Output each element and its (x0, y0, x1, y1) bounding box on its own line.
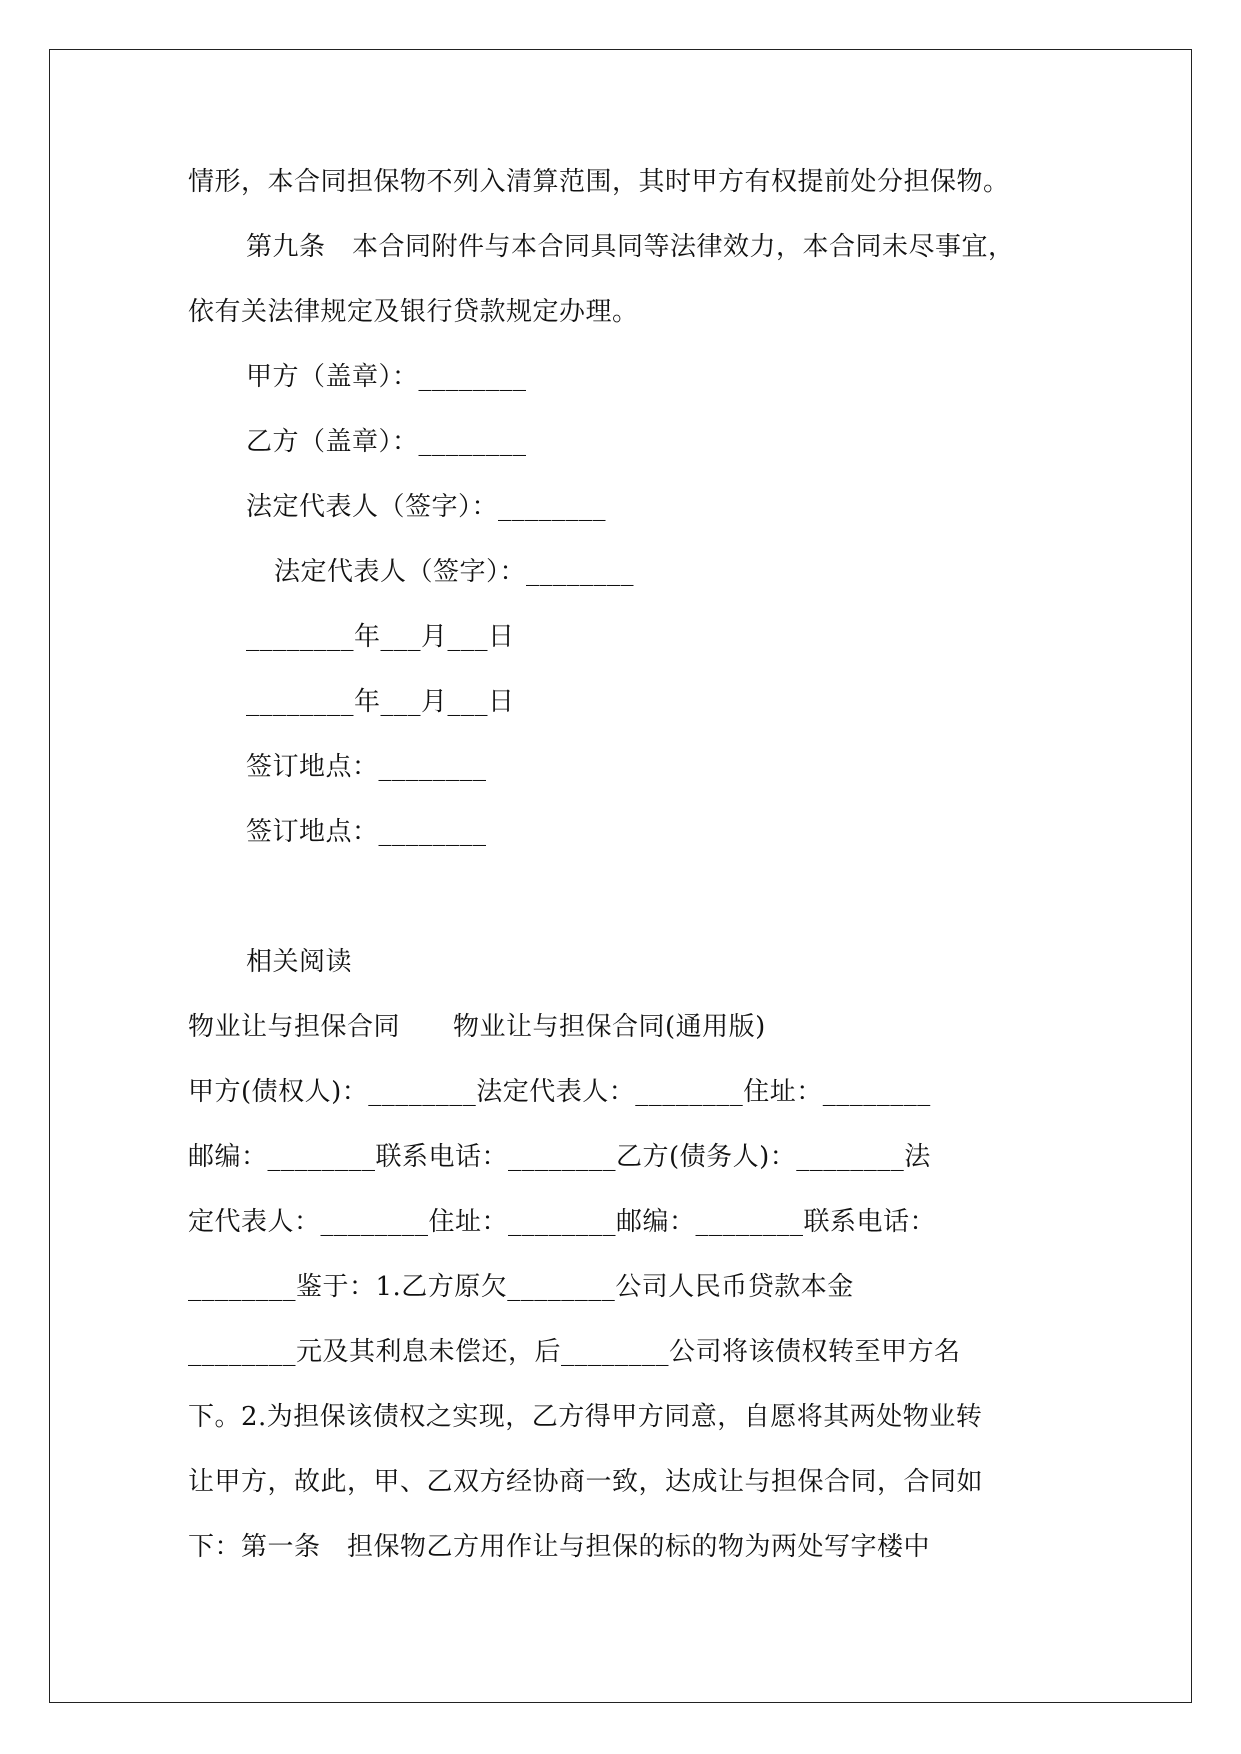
signing-place-line: 签订地点：________ (246, 752, 487, 782)
legal-rep-signature-line: 法定代表人（签字）：________ (274, 557, 635, 587)
text-line: 下。2.为担保该债权之实现，乙方得甲方同意，自愿将其两处物业转 (188, 1402, 983, 1432)
party-a-seal-line: 甲方（盖章）：________ (246, 362, 527, 392)
signing-place-line: 签订地点：________ (246, 817, 487, 847)
article-nine-line: 第九条 本合同附件与本合同具同等法律效力，本合同未尽事宜， (246, 232, 1015, 262)
text-line: 定代表人：________住址：________邮编：________联系电话： (188, 1207, 937, 1237)
text-line: 让甲方，故此，甲、乙双方经协商一致，达成让与担保合同，合同如 (188, 1467, 984, 1497)
text-line: ________元及其利息未偿还，后________公司将该债权转至甲方名 (188, 1337, 961, 1367)
text-line: 下：第一条 担保物乙方用作让与担保的标的物为两处写字楼中 (188, 1532, 931, 1562)
date-line: ________年___月___日 (246, 687, 515, 717)
contract-title-line: 物业让与担保合同 物业让与担保合同(通用版) (188, 1012, 766, 1042)
related-reading-heading: 相关阅读 (246, 947, 353, 977)
text-line: 依有关法律规定及银行贷款规定办理。 (188, 297, 639, 327)
text-line: 邮编：________联系电话：________乙方(债务人)：________法 (188, 1142, 931, 1172)
text-line: ________鉴于：1.乙方原欠________公司人民币贷款本金 (188, 1272, 854, 1302)
date-line: ________年___月___日 (246, 622, 515, 652)
party-b-seal-line: 乙方（盖章）：________ (246, 427, 527, 457)
text-line: 甲方(债权人)：________法定代表人：________住址：________ (188, 1077, 931, 1107)
text-line: 情形，本合同担保物不列入清算范围，其时甲方有权提前处分担保物。 (188, 167, 1010, 197)
legal-rep-signature-line: 法定代表人（签字）：________ (246, 492, 607, 522)
